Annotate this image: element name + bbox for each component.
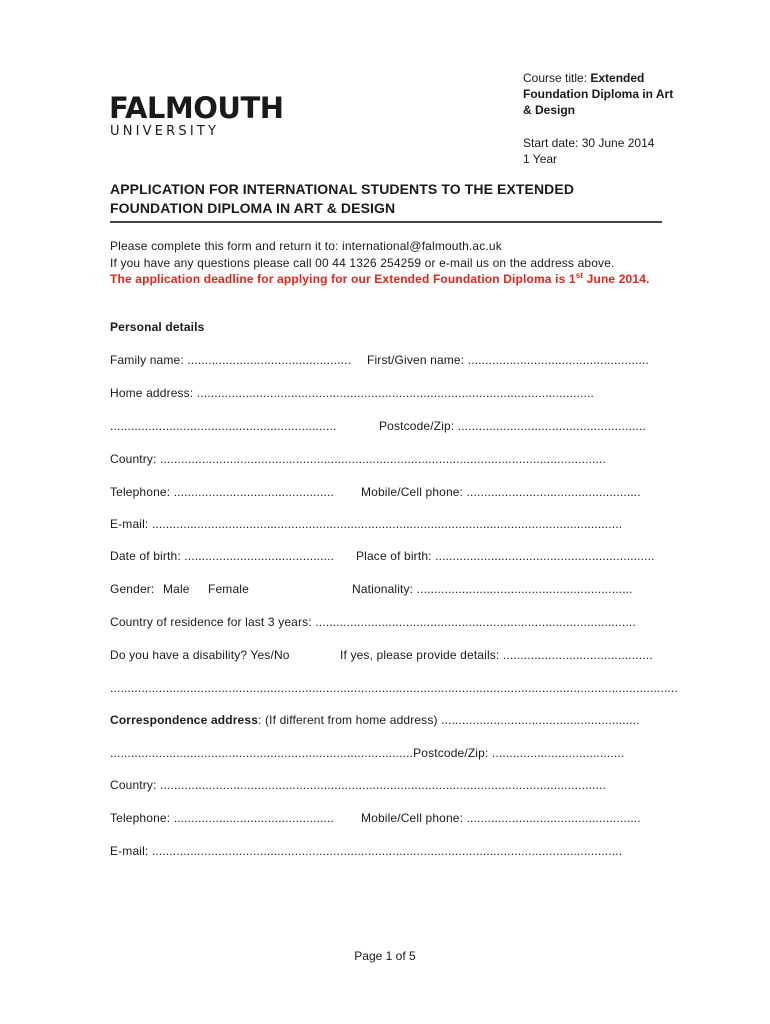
telephone-field[interactable]: Telephone: .............................................. (110, 485, 334, 499)
country-field[interactable]: Country: ................................................................................................................................ (110, 452, 606, 466)
correspondence-address-field[interactable] (110, 712, 640, 728)
deadline-ordinal: st (575, 271, 584, 280)
heading-divider (110, 221, 662, 223)
postcode-field[interactable]: Postcode/Zip: ...................................................... (379, 419, 646, 433)
disability-details-field[interactable]: If yes, please provide details: ........................................... (340, 648, 653, 662)
correspondence-mobile-field[interactable]: Mobile/Cell phone: .................................................. (361, 811, 641, 825)
gender-label: Gender: (110, 582, 155, 596)
correspondence-country-field[interactable]: Country: ................................................................................................................................ (110, 778, 606, 792)
email-field[interactable]: E-mail: ....................................................................................................................................... (110, 517, 623, 531)
correspondence-address-line[interactable]: .......................................................................................Postcode/Zip: ...................................... (110, 746, 625, 760)
disability-question[interactable]: Do you have a disability? Yes/No (110, 648, 290, 662)
deadline-text: The application deadline for applying for our Extended Foundation Diploma is 1 (110, 272, 576, 286)
application-deadline (110, 271, 650, 287)
residence-field[interactable]: Country of residence for last 3 years: ............................................................................................ (110, 615, 636, 629)
course-title-value: Extended (590, 71, 645, 85)
correspondence-note: : (If different from home address) ......................................................... (258, 713, 640, 727)
home-address-field[interactable]: Home address: .................................................................................................................. (110, 386, 594, 400)
course-duration: 1 Year (523, 152, 558, 166)
course-start-date: Start date: 30 June 2014 (523, 136, 655, 150)
form-heading-line1: APPLICATION FOR INTERNATIONAL STUDENTS TO THE EXTENDED (110, 181, 575, 197)
form-heading-line2: FOUNDATION DIPLOMA IN ART & DESIGN (110, 200, 396, 216)
university-logo-subtitle: UNIVERSITY (110, 124, 220, 139)
nationality-field[interactable]: Nationality: .............................................................. (352, 582, 633, 596)
gender-female-option[interactable]: Female (208, 582, 249, 596)
correspondence-title: Correspondence address (110, 713, 259, 727)
family-name-field[interactable]: Family name: ............................................... (110, 353, 352, 367)
course-title-label: Course title: (523, 71, 591, 85)
course-title-line2: Foundation Diploma in Art (523, 87, 674, 101)
mobile-field[interactable]: Mobile/Cell phone: .................................................. (361, 485, 641, 499)
intro-return-instructions: Please complete this form and return it to: international@falmouth.ac.uk (110, 239, 502, 253)
correspondence-email-field[interactable]: E-mail: ....................................................................................................................................... (110, 844, 623, 858)
page-number: Page 1 of 5 (354, 949, 416, 963)
correspondence-telephone-field[interactable]: Telephone: .............................................. (110, 811, 334, 825)
deadline-date: June 2014. (583, 272, 650, 286)
disability-details-line[interactable]: ................................................................................................................................................................... (110, 681, 678, 695)
course-title-line1 (523, 70, 644, 86)
dob-field[interactable]: Date of birth: ........................................... (110, 549, 335, 563)
personal-details-title: Personal details (110, 320, 205, 334)
home-address-cont-field[interactable]: ................................................................. (110, 419, 337, 433)
place-of-birth-field[interactable]: Place of birth: ............................................................... (356, 549, 655, 563)
gender-male-option[interactable]: Male (163, 582, 190, 596)
intro-contact-info: If you have any questions please call 00 44 1326 254259 or e-mail us on the address above. (110, 256, 615, 270)
first-name-field[interactable]: First/Given name: .................................................... (367, 353, 649, 367)
university-logo-wordmark: FALMOUTH (109, 91, 284, 125)
course-title-line3: & Design (523, 103, 576, 117)
